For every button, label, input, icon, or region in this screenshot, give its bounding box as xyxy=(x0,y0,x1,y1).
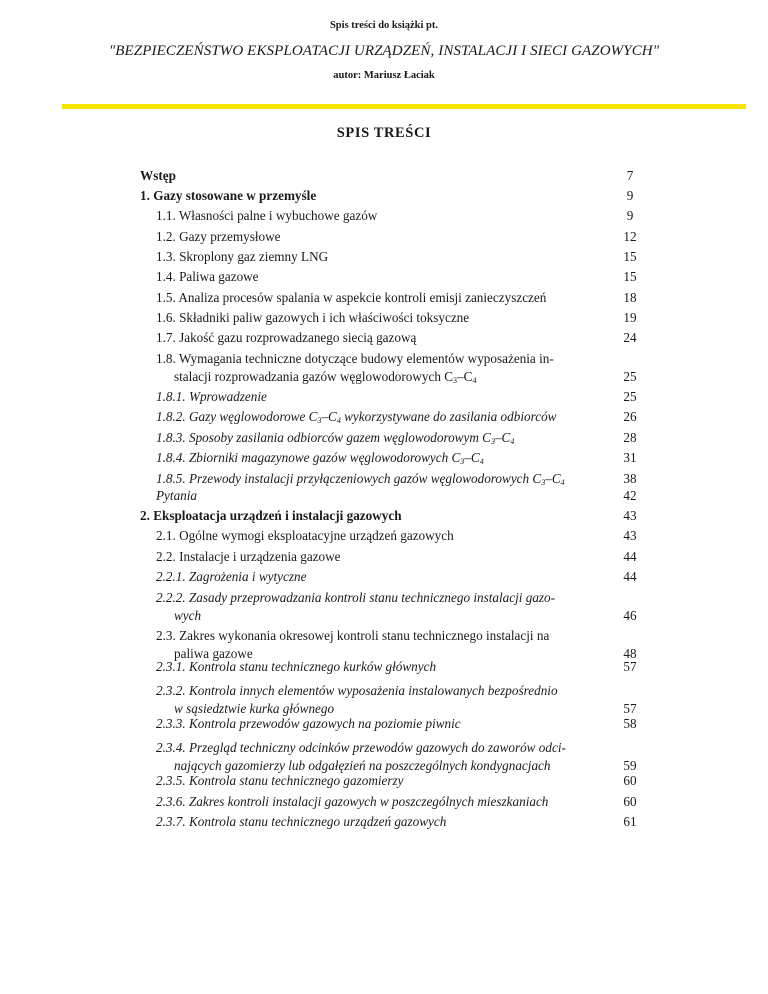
toc-entry-title-line1: 1.8. Wymagania techniczne dotyczące budowy elementów wyposażenia in- xyxy=(156,351,554,366)
toc-entry-title: 1.5. Analiza procesów spalania w aspekcie kontroli emisji zanieczyszczeń xyxy=(156,290,547,305)
subscript: 3 xyxy=(453,376,458,385)
header-subtitle: Spis treści do książki pt. xyxy=(329,20,439,31)
subscript: 3 xyxy=(317,416,322,425)
toc-entry-page: 42 xyxy=(623,488,637,503)
toc-entry-page: 48 xyxy=(623,646,637,661)
subscript: 4 xyxy=(336,416,341,425)
toc-entry-title xyxy=(156,589,592,625)
toc-entry-title-text: 1.8.4. Zbiorniki magazynowe gazów węglowodorowych C xyxy=(156,450,461,465)
subscript: 4 xyxy=(560,478,565,487)
subscript: 4 xyxy=(510,437,515,446)
toc-entry-title xyxy=(156,408,556,426)
toc-entry-title-line1: 2.3. Zakres wykonania okresowej kontroli stanu technicznego instalacji na xyxy=(156,628,550,643)
toc-entry-title: 2. Eksploatacja urządzeń i instalacji gazowych xyxy=(140,508,402,523)
toc-entry-title-text: 1.8.2. Gazy węglowodorowe C xyxy=(156,409,318,424)
toc-entry-title-line2-text: stalacji rozprowadzania gazów węglowodorowych C xyxy=(174,369,454,384)
toc-entry-title: 1.6. Składniki paliw gazowych i ich właściwości toksyczne xyxy=(156,310,470,325)
toc-entry-title: 1.8.1. Wprowadzenie xyxy=(156,389,267,404)
toc-entry-title: 1. Gazy stosowane w przemyśle xyxy=(140,188,317,203)
toc-entry-page: 59 xyxy=(623,758,637,773)
book-title: "BEZPIECZEŃSTWO EKSPLOATACJI URZĄDZEŃ, INSTALACJI I SIECI GAZOWYCH" xyxy=(108,43,660,59)
toc-entry-page: 9 xyxy=(626,188,634,203)
toc-entry-page: 43 xyxy=(623,508,637,523)
toc-entry-page: 12 xyxy=(623,229,637,244)
toc-entry-title-line2: paliwa gazowe xyxy=(174,646,253,661)
toc-entry-title: 2.3.7. Kontrola stanu technicznego urządzeń gazowych xyxy=(156,814,447,829)
toc-entry-title: 1.2. Gazy przemysłowe xyxy=(156,229,281,244)
toc-entry-title xyxy=(156,739,592,775)
formula-symbol: C xyxy=(470,450,480,465)
toc-entry-page: 44 xyxy=(623,549,637,564)
toc-entry-page: 25 xyxy=(623,369,637,384)
toc-entry-title: 1.4. Paliwa gazowe xyxy=(156,269,259,284)
toc-entry-title: 1.1. Własności palne i wybuchowe gazów xyxy=(156,208,378,223)
toc-entry-title-line2: wych xyxy=(174,608,202,623)
subscript: 4 xyxy=(479,457,484,466)
toc-entry-page: 18 xyxy=(623,290,637,305)
toc-entry-page: 19 xyxy=(623,310,637,325)
toc-entry-title xyxy=(156,682,592,718)
toc-entry-page: 44 xyxy=(623,569,637,584)
toc-entry-title: 2.3.3. Kontrola przewodów gazowych na poziomie piwnic xyxy=(156,716,461,731)
toc-entry-page: 61 xyxy=(623,814,637,829)
toc-entry-title-line1: 2.2.2. Zasady przeprowadzania kontroli stanu technicznego instalacji gazo- xyxy=(156,590,556,605)
subscript: 4 xyxy=(472,376,477,385)
formula-symbol: C xyxy=(328,409,337,424)
toc-entry-title: 2.2. Instalacje i urządzenia gazowe xyxy=(156,549,341,564)
toc-entry-title-text: 1.8.5. Przewody instalacji przyłączeniowych gazów węglowodorowych C xyxy=(156,471,542,486)
toc-entry-title: 2.1. Ogólne wymogi eksploatacyjne urządzeń gazowych xyxy=(156,528,454,543)
toc-entry-page: 60 xyxy=(623,773,637,788)
toc-entry-page: 58 xyxy=(623,716,637,731)
toc-entry-page: 24 xyxy=(623,330,637,345)
toc-entry-page: 15 xyxy=(623,249,637,264)
toc-entry-page: 57 xyxy=(623,659,637,674)
toc-entry-title-line1: 2.3.2. Kontrola innych elementów wyposażenia instalowanych bezpośrednio xyxy=(156,683,558,698)
toc-title: SPIS TREŚCI xyxy=(336,125,432,141)
toc-entry-page: 60 xyxy=(623,794,637,809)
toc-entry-page: 9 xyxy=(626,208,634,223)
toc-entry-title xyxy=(156,429,514,447)
toc-entry-title-text: 1.8.3. Sposoby zasilania odbiorców gazem węglowodorowym C xyxy=(156,430,491,445)
toc-entry-page: 31 xyxy=(623,450,637,465)
toc-entry-title: 1.3. Skroplony gaz ziemny LNG xyxy=(156,249,329,264)
formula-symbol: C xyxy=(501,430,511,445)
toc-entry-page: 26 xyxy=(623,409,637,424)
toc-entry-title-line2 xyxy=(156,368,592,386)
formula-dash: – xyxy=(545,471,552,486)
toc-entry-title-line2: nających gazomierzy lub odgałęzień na poszczególnych kondygnacjach xyxy=(174,758,551,773)
formula-dash: – xyxy=(321,409,329,424)
toc-entry-page: 7 xyxy=(626,168,634,183)
toc-entry-page: 43 xyxy=(623,528,637,543)
toc-entry-title xyxy=(156,470,565,488)
toc-entry-title: Pytania xyxy=(156,488,198,503)
formula-symbol: C xyxy=(463,369,473,384)
subscript: 3 xyxy=(460,457,465,466)
toc-entry-title: 2.3.1. Kontrola stanu technicznego kurków głównych xyxy=(156,659,437,674)
toc-entry-title-text: wykorzystywane do zasilania odbiorców xyxy=(340,409,557,424)
formula-dash: – xyxy=(457,369,464,384)
subscript: 3 xyxy=(541,478,546,487)
toc-entry-title-line1: 2.3.4. Przegląd techniczny odcinków przewodów gazowych do zaworów odci- xyxy=(156,740,566,755)
toc-entry-page: 28 xyxy=(623,430,637,445)
author-line: autor: Mariusz Łaciak xyxy=(333,70,435,81)
toc-entry-title: 2.3.6. Zakres kontroli instalacji gazowych w poszczególnych mieszkaniach xyxy=(156,794,549,809)
toc-entry-page: 38 xyxy=(623,471,637,486)
toc-entry-title: 2.2.1. Zagrożenia i wytyczne xyxy=(156,569,307,584)
toc-entry-title xyxy=(156,350,592,386)
toc-entry-title: 1.7. Jakość gazu rozprowadzanego siecią gazową xyxy=(156,330,417,345)
toc-entry-page: 25 xyxy=(623,389,637,404)
toc-entry-title: 2.3.5. Kontrola stanu technicznego gazomierzy xyxy=(156,773,404,788)
toc-entry-title-line2: w sąsiedztwie kurka głównego xyxy=(174,701,335,716)
toc-entry-title: Wstęp xyxy=(140,168,176,183)
formula-dash: – xyxy=(494,430,502,445)
subscript: 3 xyxy=(490,437,495,446)
formula-dash: – xyxy=(464,450,471,465)
toc-entry-page: 15 xyxy=(623,269,637,284)
toc-entry-page: 57 xyxy=(623,701,637,716)
toc-entry-page: 46 xyxy=(623,608,637,623)
toc-entry-title xyxy=(156,449,484,467)
formula-symbol: C xyxy=(551,471,561,486)
